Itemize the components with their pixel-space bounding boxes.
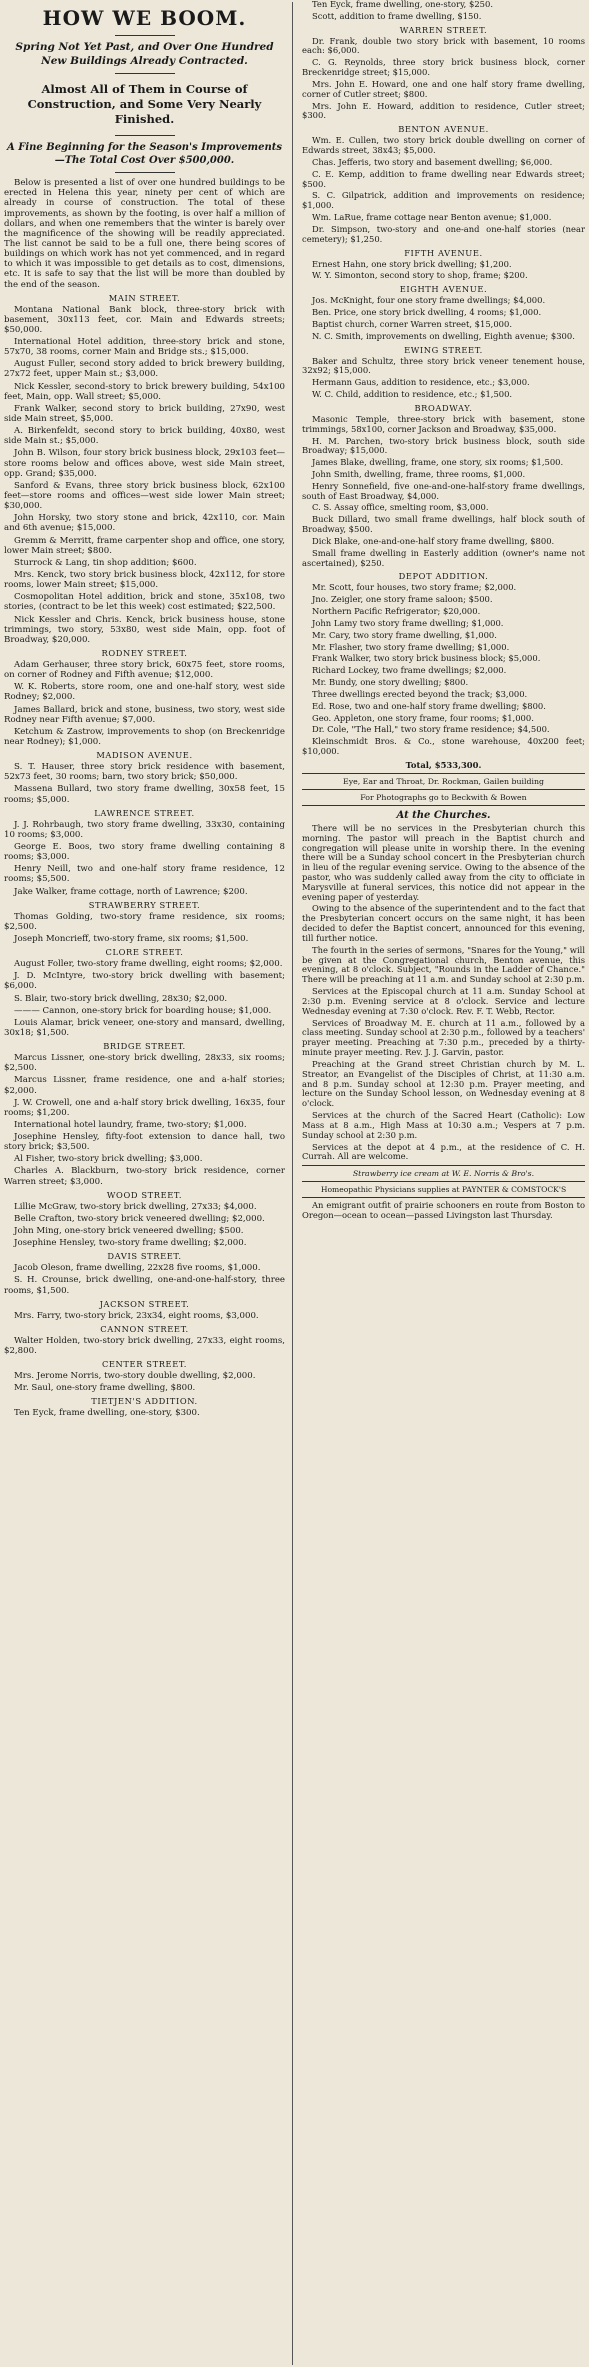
street-heading: EWING STREET. <box>404 344 483 355</box>
street-heading: MADISON AVENUE. <box>96 750 193 761</box>
deck-3: A Fine Beginning for the Season's Improvements—The Total Cost Over $500,000. <box>6 142 283 167</box>
building-entry: Marcus Lissner, frame residence, one and a-half stories; $2,000. <box>4 1075 285 1096</box>
building-entry: Dr. Cole, "The Hall," two story frame residence; $4,500. <box>312 724 550 735</box>
building-entry: J. J. Rohrbaugh, two story frame dwelling, 33x30, containing 10 rooms; $3,000. <box>4 819 285 840</box>
building-entry: C. E. Kemp, addition to frame dwelling near Edwards street; $500. <box>302 168 585 189</box>
building-entry: August Foller, two-story frame dwelling, eight rooms; $2,000. <box>14 959 283 970</box>
building-entry: George E. Boos, two story frame dwelling containing 8 rooms; $3,000. <box>4 841 285 863</box>
building-entry: Mrs. John E. Howard, one and one half story frame dwelling, corner of Cutler street; $800. <box>302 78 585 99</box>
building-entry: Nick Kessler and Chris. Kenck, brick business house, stone trimmings, two story, 53x80, west side Main, opp. foot of Broadway, $20,000. <box>4 614 285 645</box>
building-entry: John B. Wilson, four story brick business block, 29x103 feet—store rooms below and offices above, west side Main street, opp. Grand; $35,000. <box>4 448 285 479</box>
building-entry: Al Fisher, two-story brick dwelling; $3,000. <box>14 1154 203 1165</box>
ad-homeopathic: Homeopathic Physicians supplies at PAYNTER & COMSTOCK'S <box>320 1185 567 1195</box>
ad-photographs: For Photographs go to Beckwith & Bowen <box>360 792 527 802</box>
building-entry: Frank Walker, two story brick business block; $5,000. <box>312 653 541 664</box>
street-heading: FIFTH AVENUE. <box>404 247 483 258</box>
building-entry: Jake Walker, frame cottage, north of Lawrence; $200. <box>14 886 248 897</box>
building-entry: Walter Holden, two-story brick dwelling, 27x33, eight rooms, $2,800. <box>4 1335 285 1357</box>
building-entry: Chas. Jefferis, two story and basement dwelling; $6,000. <box>312 156 553 167</box>
building-entry: John Horsky, two story stone and brick, 42x110, cor. Main and 6th avenue; $15,000. <box>4 513 285 534</box>
building-entry: Jos. McKnight, four one story frame dwellings; $4,000. <box>312 295 546 306</box>
building-entry: John Lamy two story frame dwelling; $1,000. <box>312 617 504 628</box>
building-entry: Adam Gerhauser, three story brick, 60x75 feet, store rooms, on corner of Rodney and Fifth avenue; $12,000. <box>4 660 285 681</box>
street-heading: JACKSON STREET. <box>99 1298 190 1309</box>
building-entry: Henry Sonnefield, five one-and-one-half-story frame dwellings, south of East Broadway, $4,000. <box>302 480 585 501</box>
rule <box>115 135 175 136</box>
left-sections <box>4 293 285 1419</box>
building-entry: Mr. Bundy, one story dwelling; $800. <box>312 677 469 688</box>
building-entry: Masonic Temple, three-story brick with basement, stone trimmings, 58x100, corner Jackson and Broadway, $35,000. <box>302 413 585 434</box>
building-entry: Ten Eyck, frame dwelling, one-story, $300. <box>14 1408 200 1419</box>
church-notice: Preaching at the Grand street Christian church by M. L. Streator, an Evangelist of the Disciples of Christ, at 11:30 a.m. and 8 p.m. Sunday school at 12:30 p.m. Prayer meeting, and lecture on the Sunday School lesson, on Wednesday evening at 8 o'clock. <box>302 1058 585 1109</box>
rule <box>302 805 585 806</box>
churches-heading: At the Churches. <box>396 809 491 821</box>
building-entry: Ernest Hahn, one story brick dwelling; $1,200. <box>312 258 512 269</box>
churches-section <box>302 824 585 1162</box>
rule <box>115 73 175 74</box>
building-entry: Scott, addition to frame dwelling, $150. <box>312 10 482 21</box>
building-entry: Josephine Hensley, fifty-foot extension to dance hall, two story brick; $3,500. <box>4 1132 285 1153</box>
church-notice: Services of Broadway M. E. church at 11 a.m., followed by a class meeting. Sunday school at 2:30 p.m., followed by a teachers' prayer meeting. Preaching at 7:30 p.m., preceded by a thirty-minute prayer meeting. Rev. J. J. Garvin, pastor. <box>302 1017 585 1058</box>
street-heading: WOOD STREET. <box>106 1189 183 1200</box>
building-entry: Dr. Simpson, two-story and one-and one-half stories (near cemetery); $1,250. <box>302 223 585 244</box>
building-entry: International hotel laundry, frame, two-story; $1,000. <box>14 1119 247 1130</box>
left-column <box>4 0 289 2367</box>
building-entry: Marcus Lissner, one-story brick dwelling, 28x33, six rooms; $2,500. <box>4 1053 285 1074</box>
column-rule <box>292 2 293 2365</box>
building-entry: Ben. Price, one story brick dwelling, 4 rooms; $1,000. <box>312 307 542 318</box>
building-entry: Cosmopolitan Hotel addition, brick and stone, 35x108, two stories, (contract to be let this week) cost estimated; $22,500. <box>4 592 285 613</box>
building-entry: Mrs. Kenck, two story brick business block, 42x112, for store rooms, lower Main street; $15,000. <box>4 570 285 591</box>
building-entry: S. T. Hauser, three story brick residence with basement, 52x73 feet, 30 rooms; barn, two story brick; $50,000. <box>4 762 285 783</box>
street-heading: CENTER STREET. <box>101 1359 188 1370</box>
building-entry: Mrs. John E. Howard, addition to residence, Cutler street; $300. <box>302 100 585 121</box>
building-entry: H. M. Parchen, two-story brick business block, south side Broadway; $15,000. <box>302 435 585 456</box>
ad-strawberry: Strawberry ice cream at W. E. Norris & Bro's. <box>352 1169 535 1179</box>
street-heading: TIETJEN'S ADDITION. <box>91 1396 198 1407</box>
building-entry: S. C. Gilpatrick, addition and improvements on residence; $1,000. <box>302 190 585 211</box>
church-notice: Services at the depot at 4 p.m., at the residence of C. H. Currah. All are welcome. <box>302 1141 585 1162</box>
building-entry: Lillie McGraw, two-story brick dwelling, 27x33; $4,000. <box>14 1201 257 1212</box>
building-entry: Gremm & Merritt, frame carpenter shop and office, one story, lower Main street; $800. <box>4 535 285 556</box>
building-entry: W. K. Roberts, store room, one and one-half story, west side Rodney; $2,000. <box>4 682 285 703</box>
building-entry: Kleinschmidt Bros. & Co., stone warehouse, 40x200 feet; $10,000. <box>302 736 585 757</box>
building-entry: Montana National Bank block, three-story brick with basement, 30x113 feet, cor. Main and Edwards streets; $50,000. <box>4 304 285 335</box>
building-entry: Jacob Oleson, frame dwelling, 22x28 five rooms, $1,000. <box>14 1263 261 1274</box>
street-heading: DEPOT ADDITION. <box>398 571 489 582</box>
building-entry: James Blake, dwelling, frame, one story, six rooms; $1,500. <box>312 457 564 468</box>
building-entry: Louis Alamar, brick veneer, one-story and mansard, dwelling, 30x18; $1,500. <box>4 1017 285 1038</box>
church-notice: Services at the church of the Sacred Heart (Catholic): Low Mass at 8 a.m., High Mass at 10:30 a.m.; Vespers at 7 p.m. Sunday school at 2:30 p.m. <box>302 1110 585 1140</box>
rule <box>302 789 585 790</box>
building-entry: Henry Neill, two and one-half story frame residence, 12 rooms; $5,500. <box>4 864 285 885</box>
building-entry: Mr. Cary, two story frame dwelling, $1,000. <box>312 629 497 640</box>
building-entry: Geo. Appleton, one story frame, four rooms; $1,000. <box>312 712 534 723</box>
building-entry: Wm. E. Cullen, two story brick double dwelling on corner of Edwards street, 38x43; $5,000. <box>302 135 585 156</box>
building-entry: Mr. Flasher, two story frame dwelling; $1,000. <box>312 641 510 652</box>
building-entry: Baptist church, corner Warren street, $15,000. <box>312 318 512 329</box>
building-entry: International Hotel addition, three-story brick and stone, 57x70, 38 rooms, corner Main and Bridge sts.; $15,000. <box>4 337 285 358</box>
street-heading: WARREN STREET. <box>399 24 488 35</box>
rule <box>115 35 175 36</box>
building-entry: W. C. Child, addition to residence, etc.; $1,500. <box>312 389 513 400</box>
street-heading: CANNON STREET. <box>100 1323 189 1334</box>
building-entry: S. Blair, two-story brick dwelling, 28x30; $2,000. <box>14 993 228 1004</box>
building-entry: Ketchum & Zastrow, improvements to shop (on Breckenridge near Rodney); $1,000. <box>4 726 285 747</box>
ad-doctor: Eye, Ear and Throat, Dr. Rockman, Gailen building <box>343 776 544 786</box>
street-heading: EIGHTH AVENUE. <box>399 284 488 295</box>
street-heading: LAWRENCE STREET. <box>94 807 195 818</box>
rule <box>302 1165 585 1166</box>
building-entry: Buck Dillard, two small frame dwellings, half block south of Broadway, $500. <box>302 514 585 535</box>
building-entry: Three dwellings erected beyond the track; $3,000. <box>312 688 528 699</box>
building-entry: Ed. Rose, two and one-half story frame dwelling; $800. <box>312 700 546 711</box>
building-entry: Joseph Moncrieff, two-story frame, six rooms; $1,500. <box>14 933 249 944</box>
right-column <box>298 0 585 2367</box>
building-entry: Ten Eyck, frame dwelling, one-story, $250. <box>312 0 493 9</box>
total-line: Total, $533,300. <box>405 759 482 770</box>
building-entry: C. G. Reynolds, three story brick business block, corner Breckenridge street; $15,000. <box>302 57 585 78</box>
street-heading: RODNEY STREET. <box>101 648 188 658</box>
building-entry: Thomas Golding, two-story frame residence, six rooms; $2,500. <box>4 911 285 932</box>
deck-2: Almost All of Them in Course of Construction, and Some Very Nearly Finished. <box>27 82 262 127</box>
rule <box>302 1181 585 1182</box>
rule <box>302 1197 585 1198</box>
headline: HOW WE BOOM. <box>42 6 247 30</box>
building-entry: Dick Blake, one-and-one-half story frame dwelling, $800. <box>312 535 555 546</box>
intro-paragraph: Below is presented a list of over one hundred buildings to be erected in Helena this year, ninety per cent of which are already in course of construction. The total of these improvements, as shown by the footing, is over half a million of dollars, and when one remembers that the winter is barely over the magnificence of the showing will be readily appreciated. The list cannot be said to be a full one, there being scores of buildings on which work has not yet commenced, and in regard to which it was impossible to get details as to cost, dimensions, etc. It is safe to say that the list will be more than doubled by the end of the season. <box>4 178 285 290</box>
building-entry: Massena Bullard, two story frame dwelling, 30x58 feet, 15 rooms; $5,000. <box>4 784 285 805</box>
building-entry: S. H. Crounse, brick dwelling, one-and-one-half-story, three rooms, $1,500. <box>4 1275 285 1296</box>
continued-items <box>302 0 585 22</box>
street-heading: CLORE STREET. <box>105 947 184 958</box>
building-entry: Hermann Gaus, addition to residence, etc.; $3,000. <box>312 377 530 388</box>
building-entry: John Ming, one-story brick veneered dwelling; $500. <box>14 1226 244 1237</box>
building-entry: A. Birkenfeldt, second story to brick building, 40x80, west side Main st.; $5,000. <box>4 426 285 447</box>
church-notice: There will be no services in the Presbyterian church this morning. The pastor will preach in the Baptist church and congregation will please unite in worship there. In the evening there will be a Sunday school concert in the Presbyterian church in lieu of the regular evening service. Owing to the absence of the pastor, who was suddenly called away from the city to officiate in Marysville at funeral services, this notice did not appear in the evening paper of yesterday. <box>302 822 585 902</box>
building-entry: C. S. Assay office, smelting room, $3,000. <box>312 502 489 513</box>
building-entry: ——— Cannon, one-story brick for boarding house; $1,000. <box>14 1005 272 1016</box>
building-entry: James Ballard, brick and stone, business, two story, west side Rodney near Fifth avenue; $7,000. <box>4 704 285 725</box>
street-heading: STRAWBERRY STREET. <box>88 899 201 910</box>
street-heading: MAIN STREET. <box>108 292 181 303</box>
street-heading: BRIDGE STREET. <box>103 1041 186 1052</box>
building-entry: W. Y. Simonton, second story to shop, frame; $200. <box>312 270 528 281</box>
rule <box>302 773 585 774</box>
building-entry: Wm. LaRue, frame cottage near Benton avenue; $1,000. <box>312 212 552 223</box>
building-entry: N. C. Smith, improvements on dwelling, Eighth avenue; $300. <box>312 330 575 341</box>
building-entry: Sanford & Evans, three story brick business block, 62x100 feet—store rooms and offices—west side lower Main street; $30,000. <box>4 480 285 512</box>
building-entry: Mr. Scott, four houses, two story frame; $2,000. <box>312 582 517 593</box>
building-entry: Northern Pacific Refrigerator; $20,000. <box>312 606 481 617</box>
rule <box>115 172 175 173</box>
building-entry: Mrs. Farry, two-story brick, 23x34, eight rooms, $3,000. <box>14 1310 259 1321</box>
building-entry: Josephine Hensley, two-story frame dwelling; $2,000. <box>14 1238 247 1249</box>
building-entry: Small frame dwelling in Easterly addition (owner's name not ascertained), $250. <box>302 547 585 568</box>
street-heading: BENTON AVENUE. <box>398 124 489 135</box>
building-entry: Dr. Frank, double two story brick with basement, 10 rooms each: $6,000. <box>302 35 585 56</box>
building-entry: J. D. McIntyre, two-story brick dwelling with basement; $6,000. <box>4 971 285 992</box>
building-entry: J. W. Crowell, one and a-half story brick dwelling, 16x35, four rooms; $1,200. <box>4 1097 285 1118</box>
building-entry: Baker and Schultz, three story brick veneer tenement house, 32x92; $15,000. <box>302 355 585 376</box>
building-entry: Sturrock & Lang, tin shop addition; $600. <box>14 557 197 568</box>
building-entry: Charles A. Blackburn, two-story brick residence, corner Warren street; $3,000. <box>4 1166 285 1187</box>
building-entry: August Fuller, second story added to brick brewery building, 27x72 feet, upper Main st.; $3,000. <box>4 359 285 380</box>
building-entry: Frank Walker, second story to brick building, 27x90, west side Main street, $5,000. <box>4 403 285 425</box>
building-entry: Richard Lockey, two frame dwellings; $2,000. <box>312 665 507 676</box>
street-heading: DAVIS STREET. <box>107 1251 182 1262</box>
building-entry: Jno. Zeigler, one story frame saloon; $500. <box>312 594 493 605</box>
church-notice: The fourth in the series of sermons, "Snares for the Young," will be given at the Congregational church, Benton avenue, this evening, at 8 o'clock. Subject, "Rounds in the Ladder of Chance." There will be preaching at 11 a.m. and Sunday school at 2:30 p.m. <box>302 944 585 985</box>
right-sections <box>302 25 585 757</box>
building-entry: Mrs. Jerome Norris, two-story double dwelling, $2,000. <box>14 1371 256 1382</box>
street-heading: BROADWAY. <box>414 402 473 413</box>
church-notice: Owing to the absence of the superintendent and to the fact that the Presbyterian concert occurs on the same night, it has been decided to defer the Baptist concert, announced for this evening, till further notice. <box>302 903 585 943</box>
emigrant-paragraph: An emigrant outfit of prairie schooners en route from Boston to Oregon—ocean to ocean—passed Livingston last Thursday. <box>302 1200 585 1221</box>
building-entry: Mr. Saul, one-story frame dwelling, $800. <box>14 1383 196 1394</box>
church-notice: Services at the Episcopal church at 11 a.m. Sunday School at 2:30 p.m. Evening service at 8 o'clock. Service and lecture Wednesday evening at 7:30 o'clock. Rev. F. T. Webb, Rector. <box>302 986 585 1016</box>
deck-1: Spring Not Yet Past, and Over One Hundred New Buildings Already Contracted. <box>15 41 274 67</box>
building-entry: Nick Kessler, second-story to brick brewery building, 54x100 feet, Main, opp. Wall street; $5,000. <box>4 381 285 402</box>
building-entry: John Smith, dwelling, frame, three rooms, $1,000. <box>312 468 526 479</box>
building-entry: Belle Crafton, two-story brick veneered dwelling; $2,000. <box>14 1213 265 1224</box>
